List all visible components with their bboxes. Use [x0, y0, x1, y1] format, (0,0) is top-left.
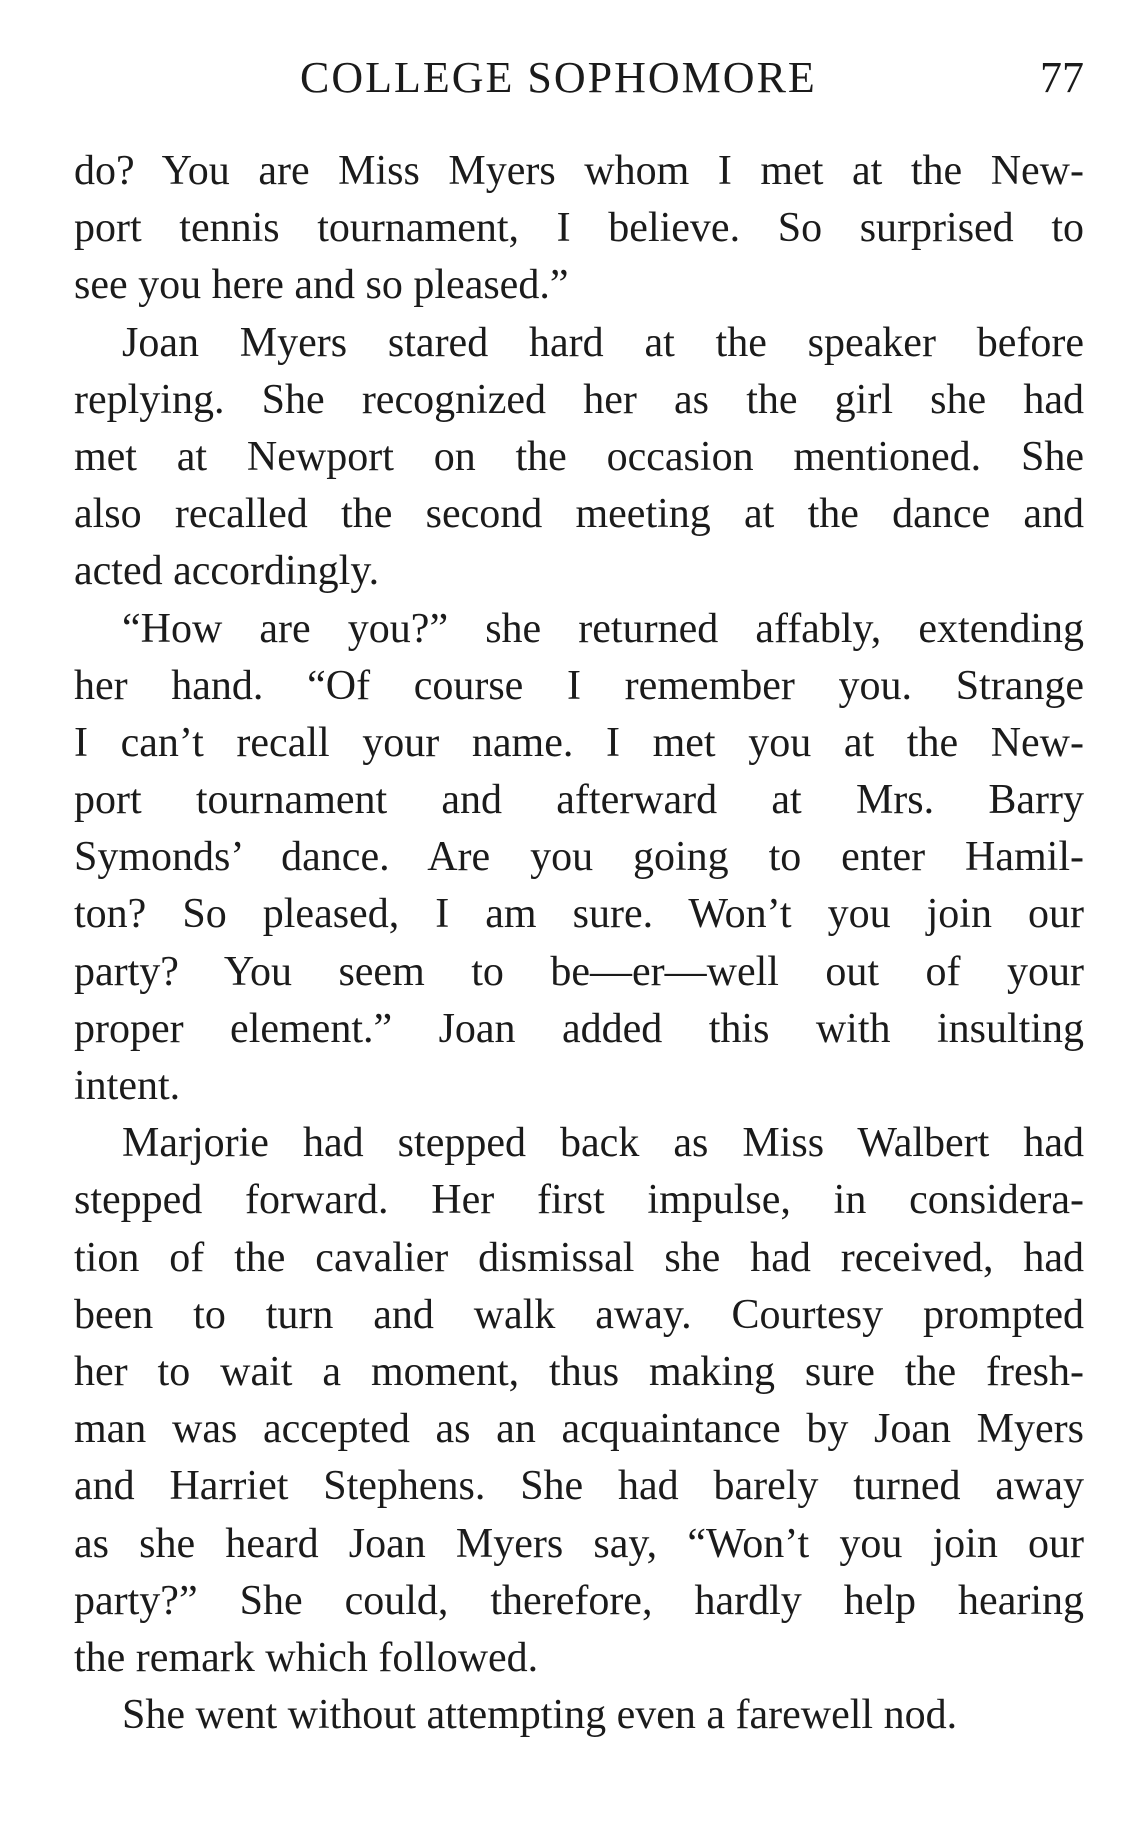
text-line: replying. She recognized her as the girl she had	[74, 376, 1084, 423]
page-number: 77	[1040, 53, 1084, 102]
text-line: party?” She could, therefore, hardly help hearing	[74, 1577, 1084, 1624]
text-line: and Harriet Stephens. She had barely turned away	[74, 1463, 1084, 1510]
running-head	[0, 48, 1141, 108]
text-line: stepped forward. Her first impulse, in considera-	[74, 1177, 1084, 1224]
text-line: the remark which followed.	[74, 1634, 539, 1681]
text-line: been to turn and walk away. Courtesy prompted	[74, 1291, 1084, 1338]
text-line: Symonds’ dance. Are you going to enter Hamil-	[74, 834, 1084, 881]
paragraph-start-line: Marjorie had stepped back as Miss Walbert had	[122, 1120, 1084, 1167]
text-line: also recalled the second meeting at the dance and	[74, 491, 1084, 538]
text-line: her to wait a moment, thus making sure the fresh-	[74, 1348, 1084, 1395]
text-line: I can’t recall your name. I met you at the New-	[74, 719, 1084, 766]
text-line: port tennis tournament, I believe. So surprised to	[74, 205, 1084, 252]
text-line: acted accordingly.	[74, 548, 380, 595]
paragraph-start-line: “How are you?” she returned affably, extending	[122, 605, 1084, 652]
running-title: COLLEGE SOPHOMORE	[300, 53, 817, 102]
text-line: port tournament and afterward at Mrs. Barry	[74, 777, 1084, 824]
text-line: see you here and so pleased.”	[74, 262, 569, 309]
text-line: party? You seem to be—er—well out of your	[74, 948, 1084, 995]
text-line: proper element.” Joan added this with insulting	[74, 1005, 1084, 1052]
text-line: tion of the cavalier dismissal she had received, had	[74, 1234, 1084, 1281]
text-line: ton? So pleased, I am sure. Won’t you join our	[74, 891, 1084, 938]
text-line: as she heard Joan Myers say, “Won’t you join our	[74, 1520, 1084, 1567]
text-line: met at Newport on the occasion mentioned. She	[74, 433, 1084, 480]
body-text	[74, 143, 1084, 1744]
text-line: intent.	[74, 1063, 181, 1109]
text-line: man was accepted as an acquaintance by Joan Myers	[74, 1406, 1084, 1453]
paragraph-start-line: She went without attempting even a farewell nod.	[122, 1692, 958, 1739]
text-line: do? You are Miss Myers whom I met at the New-	[74, 148, 1084, 194]
paragraph-start-line: Joan Myers stared hard at the speaker before	[122, 319, 1084, 366]
text-line: her hand. “Of course I remember you. Strange	[74, 662, 1084, 709]
